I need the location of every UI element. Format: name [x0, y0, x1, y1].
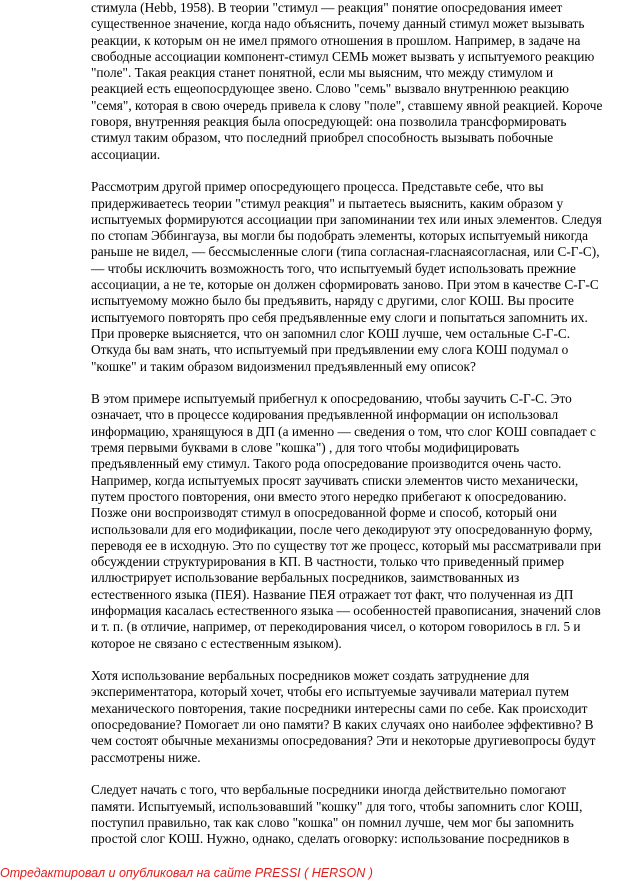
- publisher-credit: Отредактировал и опубликовал на сайте PRESSI ( HERSON ): [0, 866, 373, 880]
- paragraph-2: Рассмотрим другой пример опосредующего процесса. Представьте себе, что вы придерживаетесь теории "стимул реакция" и пытаетесь выяснить, каким образом у испытуемых формируются ассоциации при запоминании тех или иных элементов. Следуя по стопам Эббингауза, вы могли бы подобрать элементы, которых испытуемый никогда раньше не видел, — бессмысленные слоги (типа согласная-гласнаясогласная, или С-Г-С), — чтобы исключить возможность того, что испытуемый будет использовать прежние ассоциации, а не те, которые он должен сформировать заново. При этом в качестве С-Г-С испытуемому можно было бы предъявить, наряду с другими, слог КОШ. Вы просите испытуемого повторять про себя предъявленные ему слоги и попытаться запомнить их. При проверке выясняется, что он запомнил слог КОШ лучше, чем остальные С-Г-С. Откуда бы вам знать, что испытуемый при предъявлении ему слога КОШ подумал о "кошке" и таким образом видоизменил предъявленный ему описок?: [91, 179, 602, 374]
- paragraph-4: Хотя использование вербальных посредников может создать затруднение для экспериментатора, который хочет, чтобы его испытуемые заучивали материал путем механического повторения, такие посредники интересны сами по себе. Как происходит опосредование? Помогает ли оно памяти? В каких случаях оно наиболее эффективно? В чем состоят обычные механизмы опосредования? Эти и некоторые другиевопросы будут рассмотрены ниже.: [91, 668, 596, 765]
- paragraph-3: В этом примере испытуемый прибегнул к опосредованию, чтобы заучить С-Г-С. Это означает, что в процессе кодирования предъявленной информации он использовал информацию, хранящуюся в ДП (а именно — сведения о том, что слог КОШ совпадает с тремя первыми буквами в слове "кошка") , для того чтобы модифицировать предъявленный ему стимул. Такого рода опосредование производится очень часто. Например, когда испытуемых просят заучивать списки элементов чисто механически, путем простого повторения, они вместо этого нередко прибегают к опосредованию. Позже они воспроизводят стимул в опосредованной форме и способ, который они использовали для его модификации, после чего декодируют эту опосредованную форму, переводя ее в исходную. Это по существу тот же процесс, который мы рассматривали при обсуждении структурирования в КП. В частности, только что приведенный пример иллюстрирует использование вербальных посредников, заимствованных из естественного языка (ПЕЯ). Название ПЕЯ отражает тот факт, что полученная из ДП информация касалась естественного языка — особенностей правописания, значений слов и т. п. (в отличие, например, от перекодирования чисел, о котором говорилось в гл. 5 и которое не связано с естественным языком).: [91, 391, 602, 651]
- paragraph-5: Следует начать с того, что вербальные посредники иногда действительно помогают памяти. Испытуемый, использовавший "кошку" для того, чтобы запомнить слог КОШ, поступил правильно, так как слово "кошка" он помнил лучше, чем мог бы запомнить простой слог КОШ. Нужно, однако, сделать оговорку: использование посредников в: [91, 782, 583, 847]
- paragraph-1: стимула (Hebb, 1958). В теории "стимул — реакция" понятие опосредования имеет существенное значение, когда надо объяснить, почему данный стимул может вызывать реакции, к которым он не имел прямого отношения в прошлом. Например, в задаче на свободные ассоциации компонент-стимул СЕМЬ может вызвать у испытуемого реакцию "поле". Такая реакция станет понятной, если мы выясним, что между стимулом и реакцией есть ещеопосрдующее звено. Слово "семь" вызвало внутреннюю реакцию "семя", которая в свою очередь привела к слову "поле", ставшему явной реакцией. Короче говоря, внутренняя реакция была опосредующей: она позволила трансформировать стимул таким образом, что последний приобрел способность вызывать побочные ассоциации.: [91, 0, 603, 162]
- document-body: [91, 0, 603, 864]
